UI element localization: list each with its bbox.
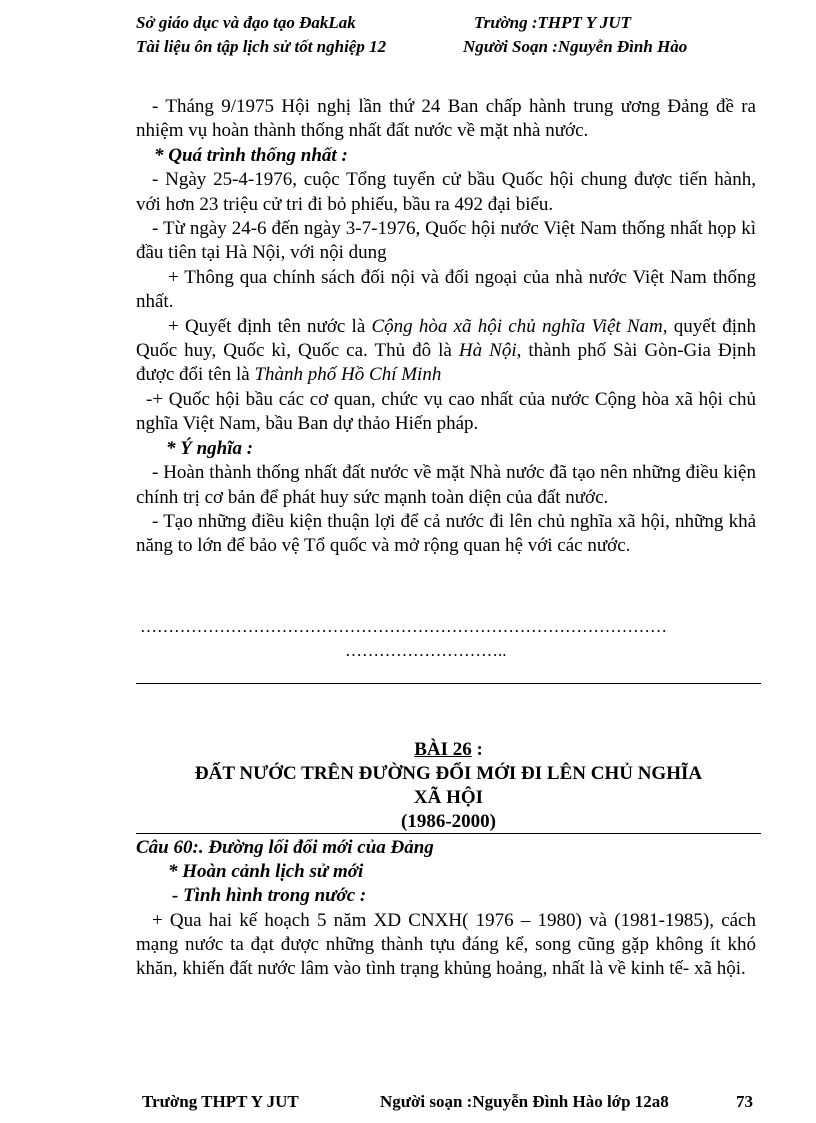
heading-context: * Hoàn cảnh lịch sử mới <box>168 861 364 883</box>
separator-line <box>136 683 761 684</box>
dotted-line-1: ………………………………………………………………………………… <box>140 617 667 636</box>
header-document-title: Tài liệu ôn tập lịch sử tốt nghiệp 12 <box>136 37 387 56</box>
paragraph-policy: + Thông qua chính sách đối nội và đối ngoại của nhà nước Việt Nam thống nhất. <box>136 266 756 313</box>
section-renovation <box>136 836 756 981</box>
footer-school: Trường THPT Y JUT <box>142 1092 299 1111</box>
header-line-1 <box>136 12 632 34</box>
paragraph-election: - Ngày 25-4-1976, cuộc Tổng tuyển cử bầu Quốc hội chung được tiến hành, với hơn 23 triệu cử tri đi bỏ phiếu, bầu ra 492 đại biểu. <box>136 169 756 215</box>
heading-domestic: - Tình hình trong nước : <box>172 885 367 907</box>
header-school: Trường :THPT Y JUT <box>474 13 632 32</box>
paragraph-conference: - Tháng 9/1975 Hội nghị lần thứ 24 Ban chấp hành trung ương Đảng đề ra nhiệm vụ hoàn thành thống nhất đất nước về mặt nhà nước. <box>136 96 756 142</box>
question-heading: Câu 60:. Đường lối đổi mới của Đảng <box>136 837 434 858</box>
lesson-years: (1986-2000) <box>401 811 496 832</box>
paragraph-meaning-2: - Tạo những điều kiện thuận lợi để cả nước đi lên chủ nghĩa xã hội, những khả năng to lớn để bảo vệ Tổ quốc và mở rộng quan hệ với các nước. <box>136 510 756 557</box>
lesson-title-line-2: XÃ HỘI <box>413 787 484 808</box>
header-department: Sở giáo dục và đạo tạo ĐakLak <box>136 13 356 32</box>
paragraph-meaning-1: - Hoàn thành thống nhất đất nước về mặt Nhà nước đã tạo nên những điều kiện chính trị cơ bản để phát huy sức mạnh toàn diện của đất nước. <box>136 462 756 508</box>
page-number: 73 <box>736 1092 753 1111</box>
paragraph-assembly: - Từ ngày 24-6 đến ngày 3-7-1976, Quốc hội nước Việt Nam thống nhất họp kì đầu tiên tại Hà Nội, với nội dung <box>136 218 756 264</box>
lesson-title-line-1: ĐẤT NƯỚC TRÊN ĐƯỜNG ĐỔI MỚI ĐI LÊN CHỦ NGHĨA <box>194 763 703 784</box>
paragraph-five-year-plans: + Qua hai kế hoạch 5 năm XD CNXH( 1976 – 1980) và (1981-1985), cách mạng nước ta đạt được những thành tựu đáng kể, song cũng gặp không ít khó khăn, khiến đất nước lâm vào tình trạng khủng hoảng, nhất là về kinh tế- xã hội. <box>136 909 756 980</box>
footer-author: Người soạn :Nguyễn Đình Hào lớp 12a8 <box>380 1092 669 1111</box>
heading-process: * Quá trình thống nhất : <box>154 144 348 166</box>
heading-meaning: * Ý nghĩa : <box>166 437 254 459</box>
dotted-line-2: ……………………….. <box>345 641 507 660</box>
country-name: Cộng hòa xã hội chủ nghĩa Việt Nam <box>371 315 663 337</box>
section-reunification <box>136 95 756 559</box>
capital-name: Hà Nội <box>458 340 517 362</box>
paragraph-organs: -+ Quốc hội bầu các cơ quan, chức vụ cao nhất của nước Cộng hòa xã hội chủ nghĩa Việt Nam, bầu Ban dự thảo Hiến pháp. <box>136 388 756 435</box>
header-line-2 <box>136 36 688 58</box>
title-underline <box>136 833 761 834</box>
city-name: Thành phố Hồ Chí Minh <box>254 364 442 386</box>
lesson-number: BÀI 26 : <box>414 739 483 760</box>
paragraph-country-name: + Quyết định tên nước là Cộng hòa xã hội chủ nghĩa Việt Nam, quyết định Quốc huy, Quốc kì, Quốc ca. Thủ đô là Hà Nội, thành phố Sài Gòn-Gia Định được đổi tên là Thành phố Hồ Chí Minh <box>136 315 756 386</box>
header-author: Người Soạn :Nguyễn Đình Hào <box>463 37 688 56</box>
